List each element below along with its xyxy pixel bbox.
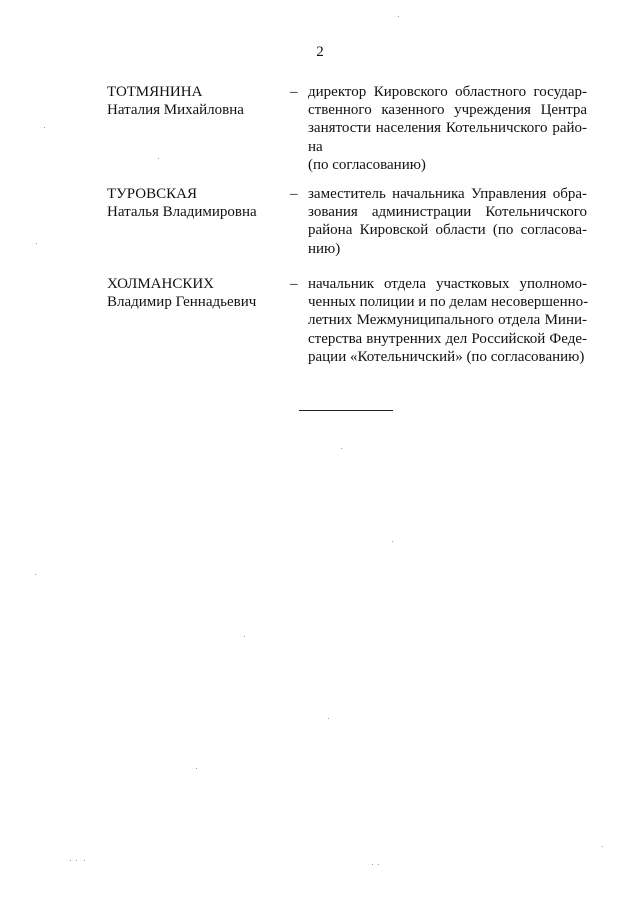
scan-speck (36, 243, 37, 244)
scan-speck (196, 768, 197, 769)
member-role (308, 83, 587, 174)
role-line: начальник отдела участковых уполномо- (308, 276, 587, 292)
role-line: летних Межмуниципального отдела Мини- (308, 312, 587, 329)
closing-rule (299, 410, 393, 411)
scan-speck (35, 574, 36, 575)
role-line: ченных полиции и по делам несовершенно- (308, 294, 589, 311)
role-line: заместитель начальника Управления обра- (308, 186, 587, 202)
role-line: стерства внутренних дел Российской Феде- (308, 330, 587, 347)
scan-speck (44, 127, 45, 128)
scan-speck (158, 158, 159, 159)
scan-speck (328, 718, 329, 719)
role-line: ственного казенного учреждения Центра (308, 102, 587, 119)
member-surname: ХОЛМАНСКИХ (107, 276, 215, 292)
member-surname: ТУРОВСКАЯ (107, 186, 197, 202)
role-line: нию) (308, 240, 341, 257)
role-line: (по согласованию) (308, 156, 426, 173)
role-line: директор Кировского областного государ- (308, 84, 587, 100)
scan-speck (244, 636, 245, 637)
member-name (107, 185, 282, 221)
scan-speck (70, 860, 71, 861)
role-line: рации «Котельничский» (по согласованию) (308, 348, 585, 365)
member-role (308, 185, 587, 258)
scan-speck (602, 846, 603, 847)
scan-speck (76, 860, 77, 861)
member-name (107, 83, 282, 119)
member-role (308, 275, 587, 366)
member-given-names: Наталия Михайловна (107, 102, 244, 118)
page-number: 2 (316, 44, 324, 60)
scan-speck (398, 16, 399, 17)
role-line: занятости населения Котельничского райо- (308, 120, 587, 137)
dash-separator: – (290, 276, 298, 292)
role-line: зования администрации Котельничского (308, 204, 587, 221)
dash-separator: – (290, 84, 298, 100)
scan-speck (84, 860, 85, 861)
scan-speck (392, 541, 393, 542)
member-given-names: Наталья Владимировна (107, 204, 257, 220)
scan-speck (341, 448, 342, 449)
role-line: района Кировской области (по согласова- (308, 222, 587, 239)
scan-speck (378, 864, 379, 865)
member-surname: ТОТМЯНИНА (107, 84, 203, 100)
scan-speck (372, 864, 373, 865)
member-name (107, 275, 282, 311)
role-line: на (308, 138, 323, 155)
dash-separator: – (290, 186, 298, 202)
member-given-names: Владимир Геннадьевич (107, 294, 257, 310)
